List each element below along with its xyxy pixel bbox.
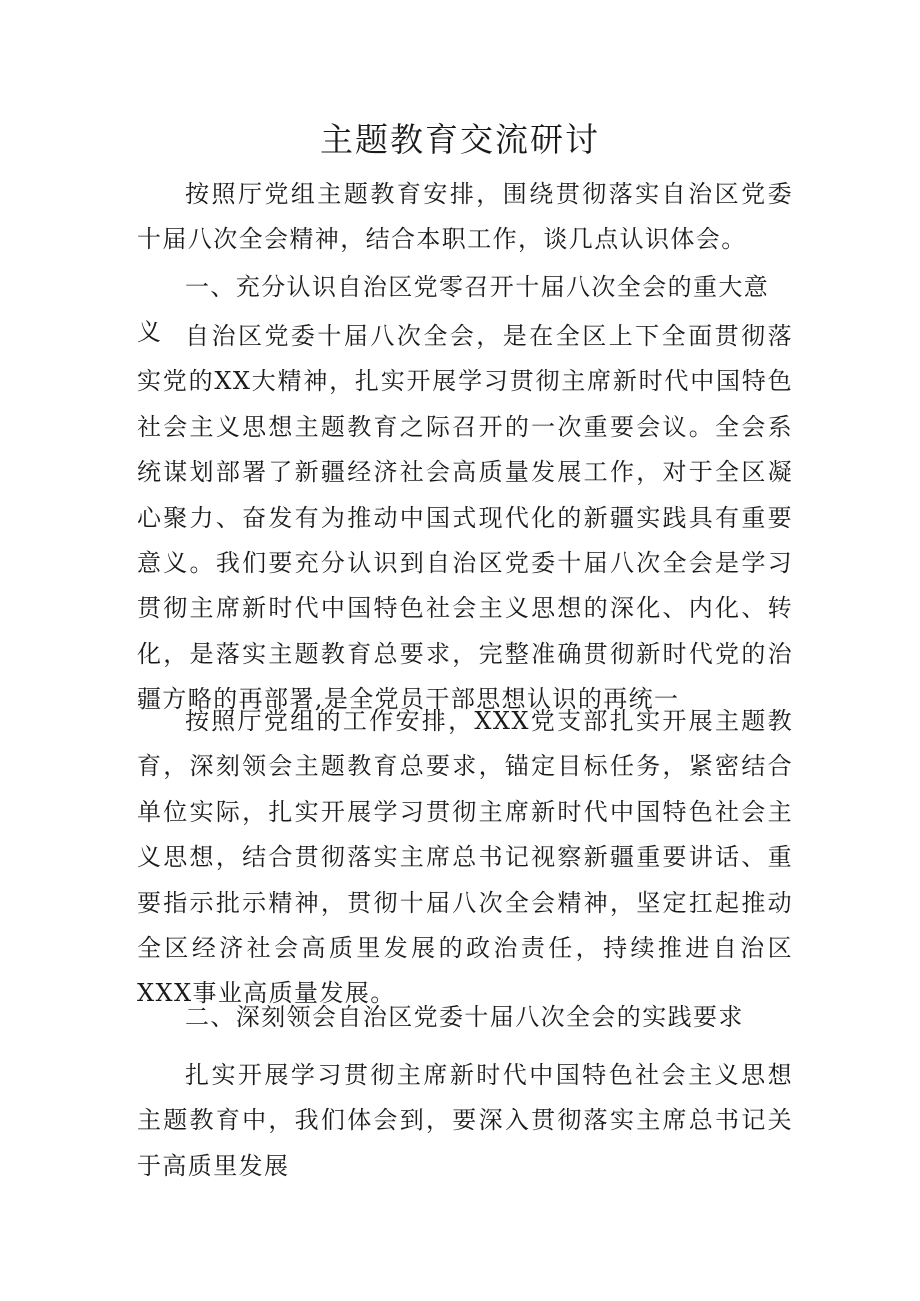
intro-paragraph: 按照厅党组主题教育安排，围绕贯彻落实自治区党委十届八次全会精神，结合本职工作，谈几点认识体会。 <box>137 180 793 254</box>
document-title: 主题教育交流研讨 <box>320 120 600 159</box>
section-2-heading: 二、深刻领会自治区党委十届八次全会的实践要求 <box>185 1003 744 1031</box>
section-1-paragraph-2: 按照厅党组的工作安排，XXX党支部扎实开展主题教育，深刻领会主题教育总要求，锚定目标任务，紧密结合单位实际，扎实开展学习贯彻主席新时代中国特色社会主义思想，结合贯彻落实主席总书记视察新疆重要讲话、重要指示批示精神，贯彻十届八次全会精神，坚定扛起推动全区经济社会高质里发展的政治责任，持续推进自治区XXX事业高质量发展。 <box>137 707 793 1008</box>
section-1-paragraph-1: 自治区党委十届八次全会，是在全区上下全面贯彻落实党的XX大精神，扎实开展学习贯彻主席新时代中国特色社会主义思想主题教育之际召开的一次重要会议。全会系统谋划部署了新疆经济社会高质量发展工作，对于全区凝心聚力、奋发有为推动中国式现代化的新疆实践具有重要意义。我们要充分认识到自治区党委十届八次全会是学习贯彻主席新时代中国特色社会主义思想的深化、内化、转化，是落实主题教育总要求，完整准确贯彻新时代党的治疆方略的再部署,是全党员干部思想认识的再统一 <box>137 322 793 714</box>
section-1-heading: 一、充分认识自治区党零召开十届八次全会的重大意义 <box>137 273 770 346</box>
section-2-paragraph-1: 扎实开展学习贯彻主席新时代中国特色社会主义思想主题教育中，我们体会到，要深入贯彻落实主席总书记关于高质里发展 <box>137 1061 793 1180</box>
